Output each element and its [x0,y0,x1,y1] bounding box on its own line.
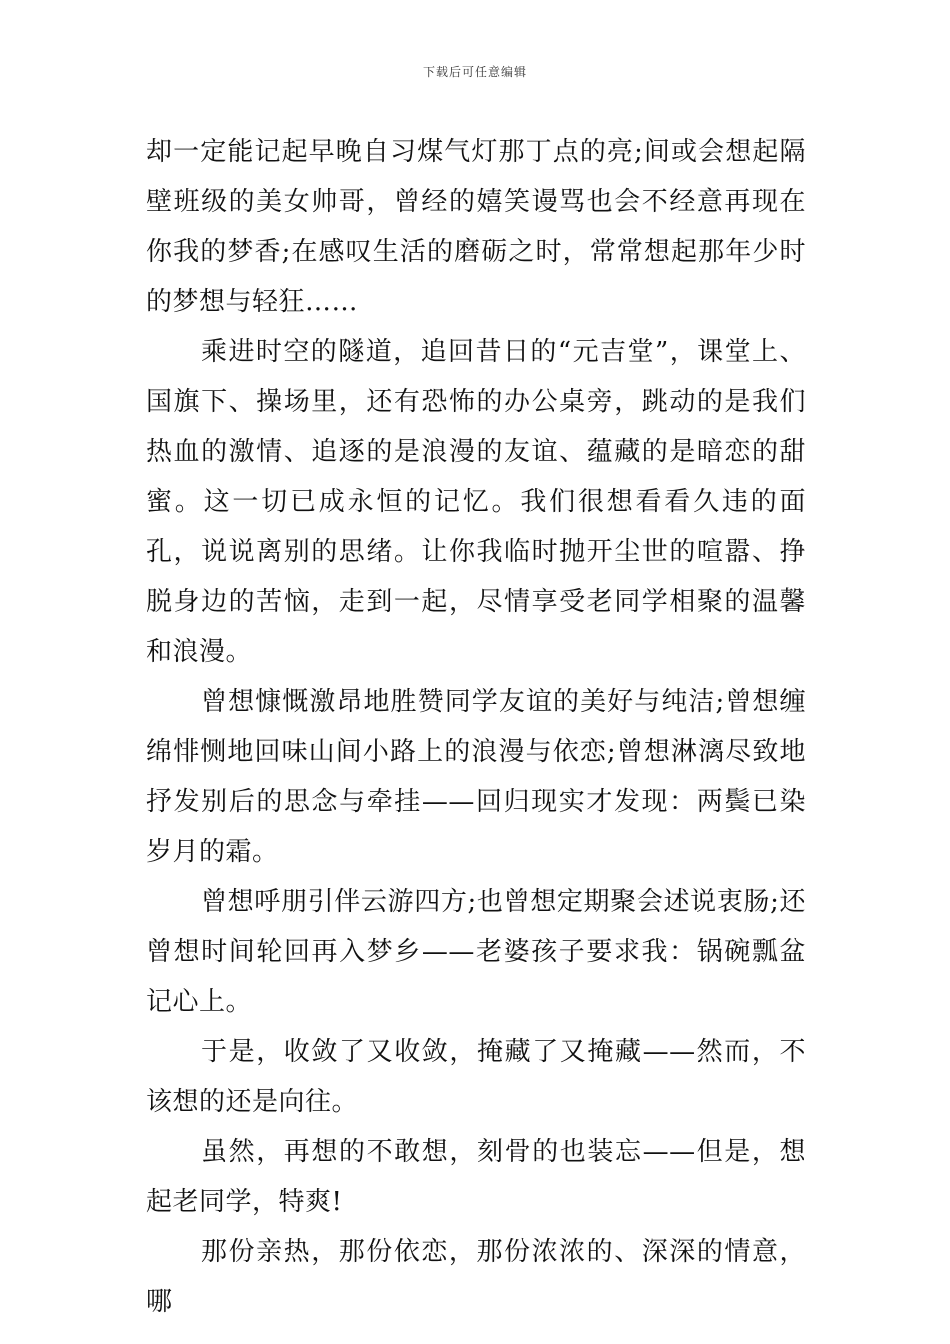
paragraph-1: 却一定能记起早晚自习煤气灯那丁点的亮;间或会想起隔壁班级的美女帅哥，曾经的嬉笑谩骂也会不经意再现在你我的梦香;在感叹生活的磨砺之时，常常想起那年少时的梦想与轻狂…… [146,137,806,317]
paragraph-4: 曾想呼朋引伴云游四方;也曾想定期聚会述说衷肠;还曾想时间轮回再入梦乡——老婆孩子要求我：锅碗瓢盆记心上。 [146,887,806,1017]
paragraph-5: 于是，收敛了又收敛，掩藏了又掩藏——然而，不该想的还是向往。 [146,1037,806,1117]
paragraph-7: 那份亲热，那份依恋，那份浓浓的、深深的情意，哪 [146,1237,806,1317]
document-body [146,127,806,1327]
paragraph-3: 曾想慷慨激昂地胜赞同学友谊的美好与纯洁;曾想缠绵悱恻地回味山间小路上的浪漫与依恋;曾想淋漓尽致地抒发别后的思念与牵挂——回归现实才发现：两鬓已染岁月的霜。 [146,687,806,867]
page-header: 下载后可任意编辑 [422,65,527,79]
paragraph-2: 乘进时空的隧道，追回昔日的“元吉堂”，课堂上、国旗下、操场里，还有恐怖的办公桌旁，跳动的是我们热血的激情、追逐的是浪漫的友谊、蕴藏的是暗恋的甜蜜。这一切已成永恒的记忆。我们很想看看久违的面孔，说说离别的思绪。让你我临时抛开尘世的喧嚣、挣脱身边的苦恼，走到一起，尽情享受老同学相聚的温馨和浪漫。 [146,337,806,667]
paragraph-6: 虽然，再想的不敢想，刻骨的也装忘——但是，想起老同学，特爽! [146,1137,806,1217]
